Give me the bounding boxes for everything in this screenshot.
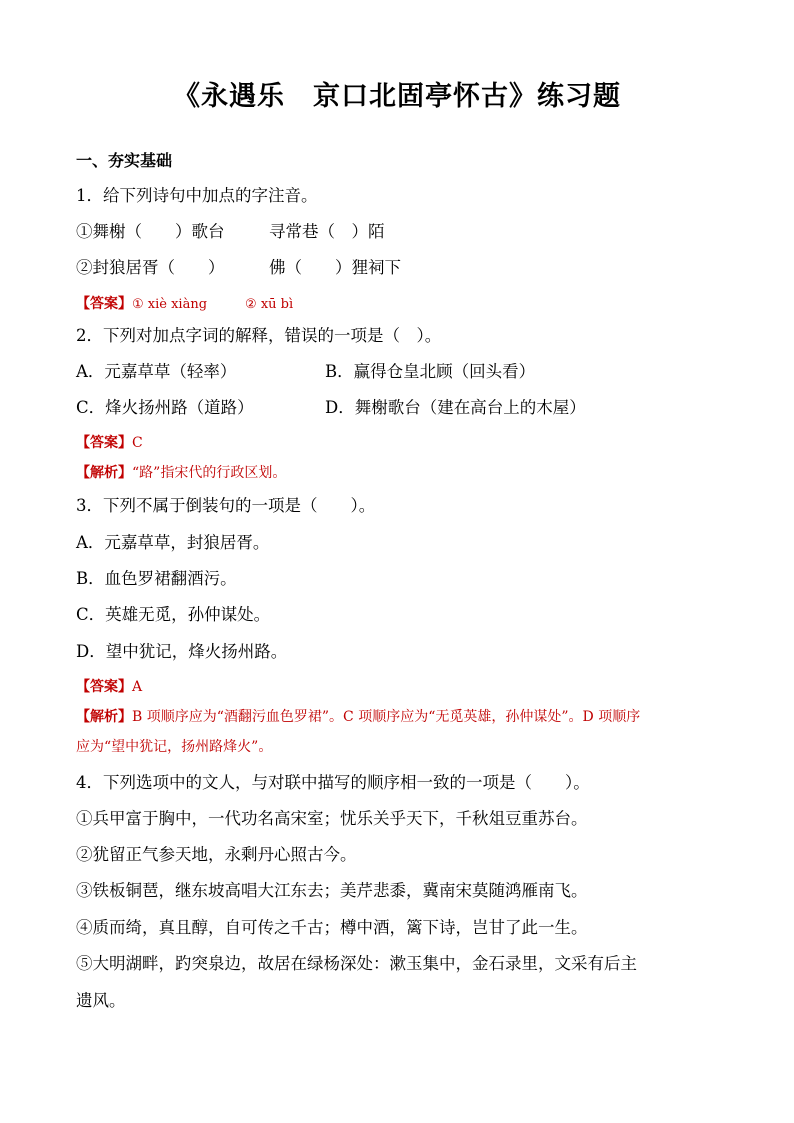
q1-item-c: ②封狼居胥（ ） <box>76 258 225 277</box>
q3-option-c: C．英雄无觅，孙仲谋处。 <box>76 605 271 624</box>
q2-row2 <box>76 397 586 419</box>
section-heading: 一、夯实基础 <box>76 151 173 170</box>
q3-answer-value: A <box>132 679 143 695</box>
q2-option-a: A．元嘉草草（轻率） <box>76 362 237 381</box>
q4-item-5-cont: 遗风。 <box>76 991 126 1010</box>
q1-answer <box>76 294 293 315</box>
q4-item-5: ⑤大明湖畔，趵突泉边，故居在绿杨深处：漱玉集中，金石录里，文采有后主 <box>76 954 637 973</box>
q2-row1 <box>76 361 536 383</box>
q1-row1 <box>76 221 385 243</box>
q1-item-a: ①舞榭（ ）歌台 <box>76 222 225 241</box>
q2-answer <box>76 433 143 453</box>
q3-answer <box>76 677 142 697</box>
q4-item-1: ①兵甲富于胸中，一代功名高宋室；忧乐关乎天下，千秋俎豆重苏台。 <box>76 809 588 828</box>
q2-option-c: C．烽火扬州路（道路） <box>76 398 254 417</box>
page-title: 《永遇乐 京口北固亭怀古》练习题 <box>173 81 621 112</box>
q4-item-3: ③铁板铜琶，继东坡高唱大江东去；美芹悲黍，冀南宋莫随鸿雁南飞。 <box>76 881 588 900</box>
q1-row2 <box>76 257 401 279</box>
q3-explanation-line2: 应为“望中犹记，扬州路烽火”。 <box>76 739 273 755</box>
q2-option-d: D．舞榭歌台（建在高台上的木屋） <box>325 398 586 417</box>
q3-explanation <box>76 707 640 727</box>
q3-option-b: B．血色罗裙翻酒污。 <box>76 569 237 588</box>
q1-item-d: 佛（ ）狸祠下 <box>269 258 401 277</box>
q1-answer-a: ① xiè xiàng <box>132 297 208 312</box>
q2-stem: 2．下列对加点字词的解释，错误的一项是（ ）。 <box>76 326 442 345</box>
q1-item-b: 寻常巷（ ）陌 <box>269 222 385 241</box>
answer-tag: 【答案】 <box>76 435 132 451</box>
q2-option-b: B．赢得仓皇北顾（回头看） <box>325 362 536 381</box>
q2-explanation-text: “路”指宋代的行政区划。 <box>132 465 287 481</box>
explain-tag: 【解析】 <box>76 465 132 481</box>
explain-tag: 【解析】 <box>76 709 132 725</box>
q1-answer-b: ② xū bì <box>245 297 294 312</box>
q2-explanation <box>76 463 286 483</box>
q4-item-2: ②犹留正气参天地，永剩丹心照古今。 <box>76 845 357 864</box>
q1-stem: 1．给下列诗句中加点的字注音。 <box>76 186 318 205</box>
q3-option-d: D．望中犹记，烽火扬州路。 <box>76 642 288 661</box>
answer-tag: 【答案】 <box>76 679 132 695</box>
q2-answer-value: C <box>132 435 143 451</box>
q4-item-4: ④质而绮，真且醇，自可传之千古；樽中酒，篱下诗，岂甘了此一生。 <box>76 918 588 937</box>
q4-stem: 4．下列选项中的文人，与对联中描写的顺序相一致的一项是（ ）。 <box>76 773 590 792</box>
answer-tag: 【答案】 <box>76 296 132 312</box>
q3-stem: 3．下列不属于倒装句的一项是（ ）。 <box>76 496 376 515</box>
q3-option-a: A．元嘉草草，封狼居胥。 <box>76 533 270 552</box>
q3-explanation-line1: B 项顺序应为“酒翻污血色罗裙”。C 项顺序应为“无觅英雄，孙仲谋处”。D 项顺序 <box>132 709 641 725</box>
